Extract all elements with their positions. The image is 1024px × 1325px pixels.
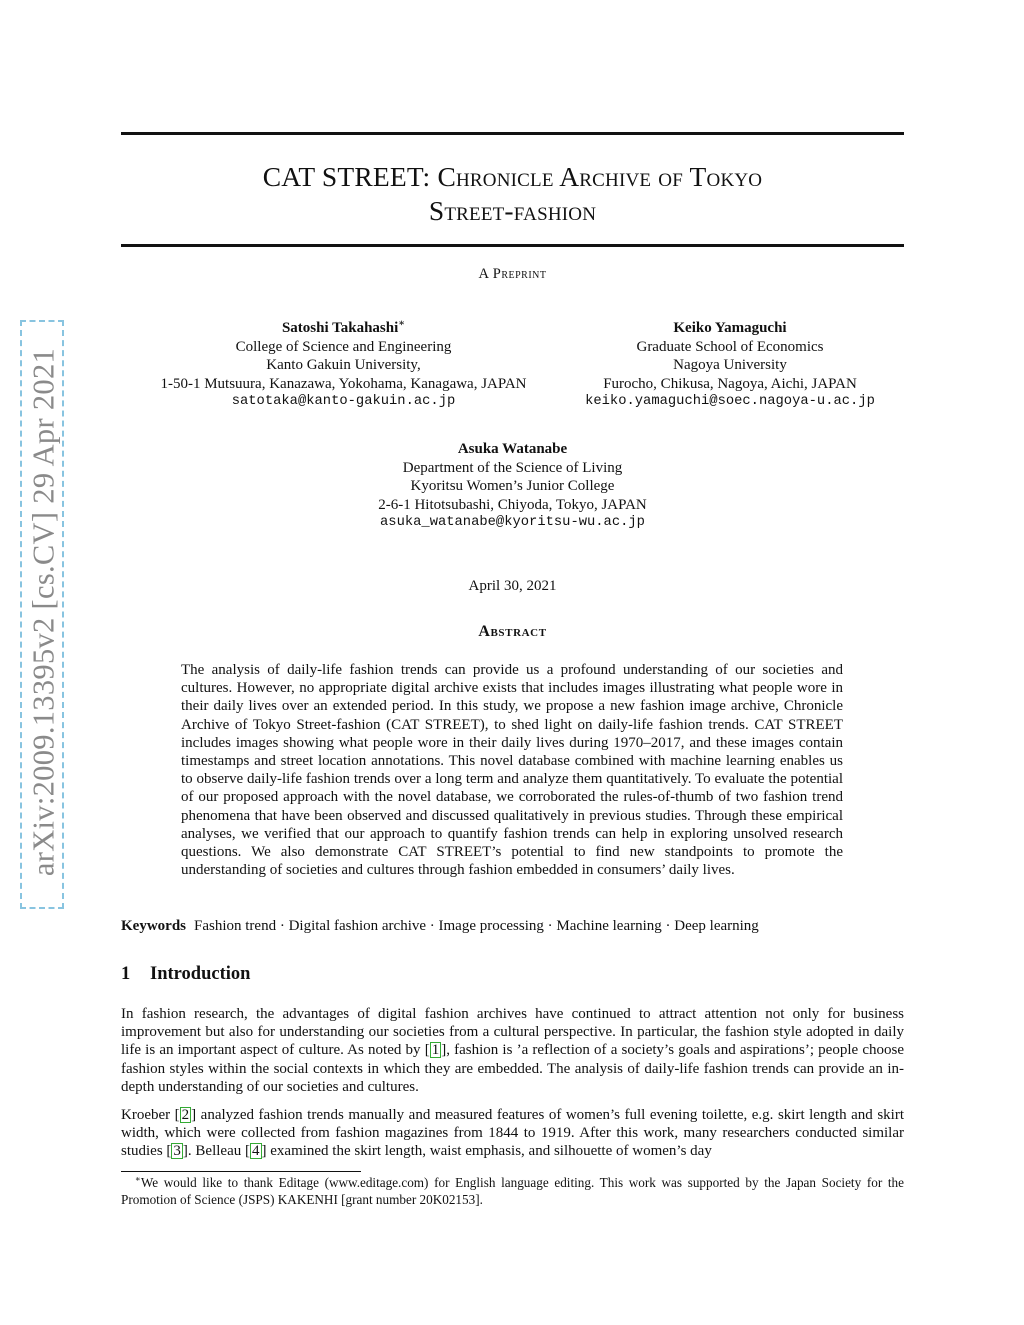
abstract-heading: Abstract: [478, 623, 547, 640]
keywords-list: Fashion trend · Digital fashion archive · Image processing · Machine learning · Deep learning: [194, 918, 759, 934]
section-heading: [121, 964, 250, 985]
author-affiliation: Nagoya University: [673, 357, 787, 373]
author-affiliation: Graduate School of Economics: [636, 338, 824, 355]
footnote-mark: ∗: [135, 1173, 141, 1184]
author-name: Asuka Watanabe: [457, 441, 568, 457]
author-affiliation: Kyoritsu Women’s Junior College: [410, 478, 615, 494]
author-block-2: [560, 319, 900, 412]
title-line-1: CAT STREET: Chronicle Archive of Tokyo: [262, 161, 763, 192]
footnote-text: We would like to thank Editage (www.editage.com) for English language editing. This work was supported by the Japan Society for the Promotion of Science (JSPS) KAKENHI [grant number 20K02153].: [121, 1175, 904, 1207]
footnote: [121, 1175, 904, 1208]
citation-link[interactable]: 4: [252, 1143, 260, 1160]
author-address: Furocho, Chikusa, Nagoya, Aichi, JAPAN: [603, 375, 857, 392]
author-name: Satoshi Takahashi∗: [281, 318, 406, 336]
footnote-rule: [121, 1171, 361, 1172]
author-affiliation: College of Science and Engineering: [235, 338, 452, 355]
author-email[interactable]: asuka_watanabe@kyoritsu-wu.ac.jp: [380, 515, 645, 530]
arxiv-stamp[interactable]: arXiv:2009.13395v2 [cs.CV] 29 Apr 2021: [26, 347, 61, 877]
paragraph-1: In fashion research, the advantages of digital fashion archives have continued to attract attention not only for business improvement but also for understanding our societies from a cultural perspective. In particular, the fashion style adopted in daily life is an important aspect of culture. As noted by [ 1 ], fashion is ’a reflection of a society’s goals and aspirations’; people choose fashion styles within the social contexts in which they are embedded. The analysis of daily-life fashion trends can provide an in-depth understanding of our societies and cultures.: [121, 1006, 904, 1095]
citation-link[interactable]: 3: [173, 1143, 181, 1160]
section-number: 1: [121, 964, 131, 984]
title-bottom-rule: [121, 244, 904, 247]
paragraph-2: Kroeber [ 2 ] analyzed fashion trends manually and measured features of women’s full evening toilette, e.g. skirt length and skirt width, which were collected from fashion magazines from 1844 to 1919. After this work, many researchers conducted similar studies [ 3 ]. Belleau [ 4 ] examined the skirt length, waist emphasis, and silhouette of women’s day: [121, 1107, 904, 1160]
author-block-1: [121, 319, 566, 412]
author-address: 1-50-1 Mutsuura, Kanazawa, Yokohama, Kanagawa, JAPAN: [160, 375, 527, 392]
author-email[interactable]: keiko.yamaguchi@soec.nagoya-u.ac.jp: [585, 394, 875, 409]
citation-link[interactable]: 1: [431, 1042, 440, 1059]
author-affiliation: Department of the Science of Living: [402, 459, 623, 476]
citation-link[interactable]: 2: [181, 1107, 190, 1123]
section-title: Introduction: [150, 964, 251, 984]
paper-title: [121, 160, 904, 228]
author-email[interactable]: satotaka@kanto-gakuin.ac.jp: [231, 394, 456, 409]
title-top-rule: [121, 132, 904, 135]
author-affiliation: Kanto Gakuin University,: [266, 357, 421, 373]
footnote-mark[interactable]: ∗: [398, 318, 406, 329]
keywords-label: Keywords: [121, 918, 186, 934]
abstract-text: The analysis of daily-life fashion trends can provide us a profound understanding of our societies and cultures. However, no appropriate digital archive exists that includes images illustrating what people wore in their daily lives over an extended period. In this study, we propose a new fashion image archive, Chronicle Archive of Tokyo Street-fashion (CAT STREET), to shed light on daily-life fashion trends. CAT STREET includes images showing what people wore in their daily lives during 1970–2017, and these images contain timestamps and street location annotations. This novel database combined with machine learning enables us to observe daily-life fashion trends over a long term and analyze them quantitatively. To evaluate the potential of our proposed approach with the novel database, we corroborated the rules-of-thumb of two fashion trend phenomena that have been observed and discussed qualitatively in previous studies. Through these empirical analyses, we verified that our approach to quantify fashion trends can help in exploring unsolved research questions. We also demonstrate CAT STREET’s potential to find new standpoints to promote the understanding of societies and cultures through fashion embedded in consumers’ daily lives.: [181, 662, 843, 879]
author-block-3: [121, 440, 904, 533]
author-address: 2-6-1 Hitotsubashi, Chiyoda, Tokyo, JAPAN: [378, 496, 647, 513]
author-name: Keiko Yamaguchi: [673, 320, 787, 336]
title-line-2: Street-fashion: [428, 195, 597, 226]
preprint-label: A Preprint: [478, 266, 547, 282]
keywords-line: [121, 918, 904, 935]
paper-date: April 30, 2021: [468, 578, 557, 594]
